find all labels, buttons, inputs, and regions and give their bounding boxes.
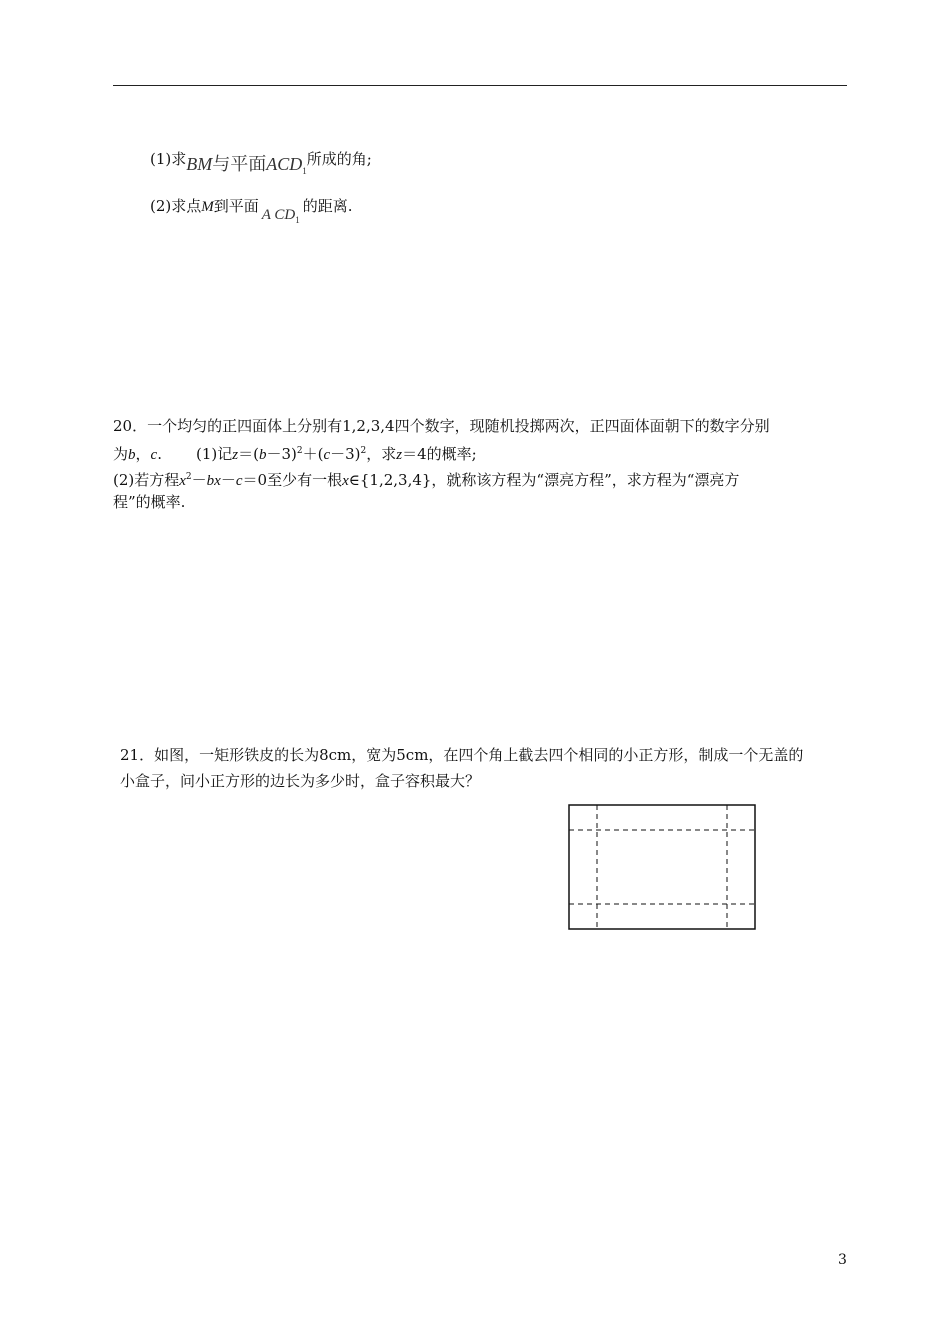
q19-part2: (2)求点M到平面 A $CD_1$的距离. — [150, 197, 353, 225]
q20-line4: 程”的概率. — [113, 493, 186, 511]
q19-part1: (1)求BM与平面$ACD_1$所成的角; — [150, 150, 372, 176]
q21-line1: 21．如图，一矩形铁皮的长为8cm，宽为5cm，在四个角上截去四个相同的小正方形，制成一个无盖的 — [120, 746, 804, 764]
q20-line1: 20．一个均匀的正四面体上分别有1,2,3,4四个数字，现随机投掷两次，正四面体面朝下的数字分别 — [113, 417, 770, 435]
q21-line2: 小盒子，问小正方形的边长为多少时，盒子容积最大？ — [120, 772, 481, 790]
header-rule — [113, 85, 847, 86]
q20-line3: (2)若方程$x^2-bx-c=0$至少有一根x∈{1,2,3,4}，就称该方程为“漂亮方程”，求方程为“漂亮方 — [113, 471, 740, 489]
page-number: 3 — [838, 1252, 847, 1268]
q20-line2: 为b，c. (1)记$z=(b-3)^2+(c-3)^2$，求z＝4的概率; — [113, 445, 477, 463]
sheet-diagram — [568, 804, 756, 930]
